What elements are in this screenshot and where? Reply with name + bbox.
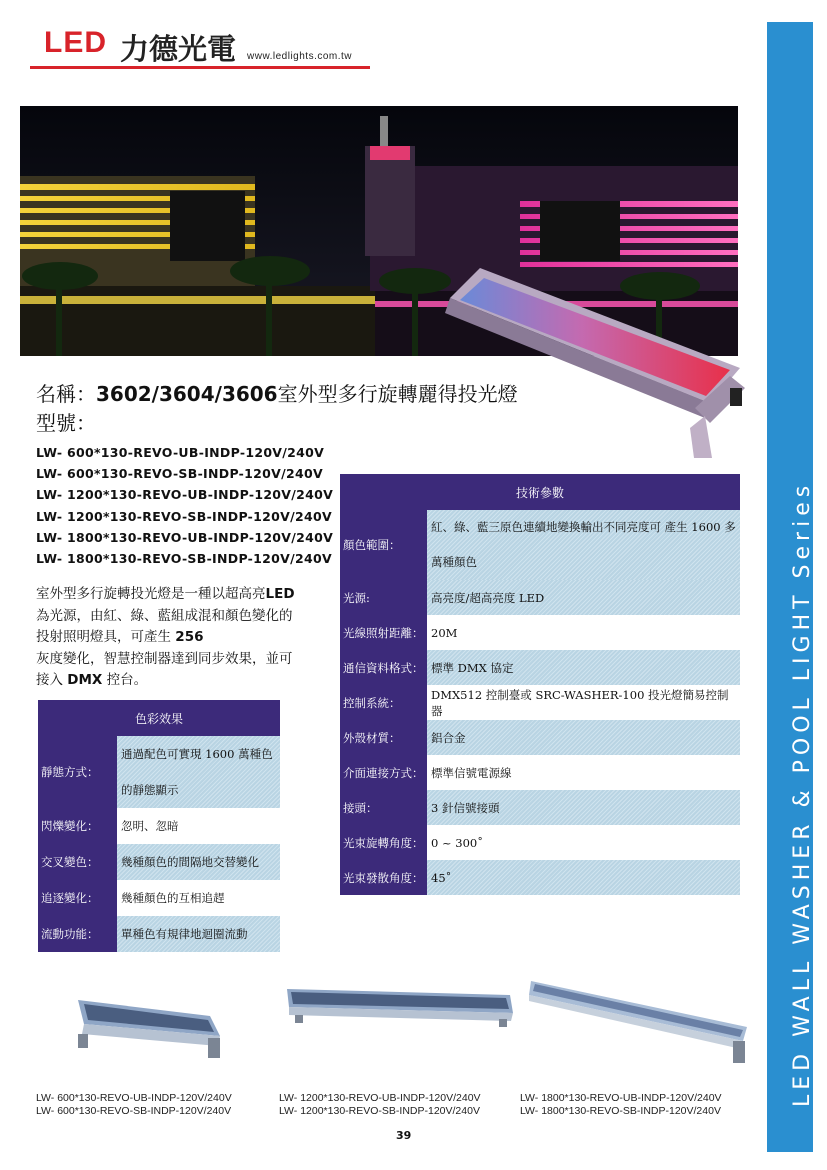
spec-value: 0 ~ 300˚ — [427, 825, 740, 860]
spec-value: 高亮度/超高亮度 LED — [427, 580, 740, 615]
caption-group-600 — [36, 1092, 232, 1118]
caption-line: LW- 600*130-REVO-UB-INDP-120V/240V — [36, 1092, 232, 1104]
desc-text: 為光源，由紅、綠、藍組成混和顏色變化的投射照明燈具，可產生 — [36, 607, 293, 645]
spec-label: 顏色範圍： — [340, 510, 427, 580]
product-title — [36, 378, 518, 407]
title-product-name: 室外型多行旋轉麗得投光燈 — [277, 382, 518, 406]
caption-line: LW- 1800*130-REVO-SB-INDP-120V/240V — [520, 1105, 721, 1117]
desc-led: LED — [265, 586, 295, 602]
spec-label: 光源: — [340, 580, 427, 615]
spec-label: 光線照射距離： — [340, 615, 427, 650]
effect-label: 閃爍變化： — [38, 808, 117, 844]
tech-table-header: 技術參數 — [340, 474, 740, 510]
spec-value: 3 針信號接頭 — [427, 790, 740, 825]
spec-label: 外殼材質： — [340, 720, 427, 755]
product-image-1200 — [285, 975, 520, 1049]
product-image-1800 — [527, 975, 752, 1074]
effect-value: 通過配色可實現 1600 萬種色的靜態顯示 — [117, 736, 280, 808]
caption-group-1200 — [279, 1092, 481, 1118]
title-model-numbers: 3602/3604/3606 — [96, 382, 278, 406]
caption-line: LW- 1200*130-REVO-SB-INDP-120V/240V — [279, 1105, 480, 1117]
spec-label: 接頭： — [340, 790, 427, 825]
desc-text: 灰度變化，智慧控制器達到同步效果，並可接入 — [36, 650, 293, 688]
spec-value: 20M — [427, 615, 740, 650]
caption-line: LW- 600*130-REVO-SB-INDP-120V/240V — [36, 1105, 232, 1117]
model-item: LW- 600*130-REVO-SB-INDP-120V/240V — [36, 466, 323, 482]
tech-spec-table — [340, 474, 740, 895]
model-item: LW- 1800*130-REVO-UB-INDP-120V/240V — [36, 529, 334, 545]
desc-256: 256 — [175, 629, 204, 645]
color-table-header: 色彩效果 — [38, 700, 280, 736]
spec-label: 光束發散角度： — [340, 860, 427, 895]
page-number: 39 — [396, 1129, 412, 1142]
title-prefix: 名稱： — [36, 382, 96, 406]
effect-value: 幾種顏色的互相追趕 — [117, 880, 280, 916]
effect-label: 靜態方式： — [38, 736, 117, 808]
effect-label: 交叉變色： — [38, 844, 117, 880]
spec-value: 標準信號電源線 — [427, 755, 740, 790]
effect-value: 忽明、忽暗 — [117, 808, 280, 844]
desc-dmx: DMX — [67, 672, 103, 688]
logo-company-name: 力德光電 — [120, 32, 237, 66]
series-title: LED WALL WASHER & POOL LIGHT Series — [790, 480, 815, 1107]
header-divider — [30, 66, 370, 69]
desc-text: 控台。 — [106, 672, 148, 688]
series-side-strip — [764, 22, 813, 1152]
caption-line: LW- 1800*130-REVO-UB-INDP-120V/240V — [520, 1092, 722, 1104]
spec-label: 控制系統： — [340, 685, 427, 720]
spec-value: 鋁合金 — [427, 720, 740, 755]
effect-value: 單種色有規律地迴圈流動 — [117, 916, 280, 952]
caption-line: LW- 1200*130-REVO-UB-INDP-120V/240V — [279, 1092, 481, 1104]
model-item: LW- 1200*130-REVO-UB-INDP-120V/240V — [36, 487, 334, 503]
spec-value: DMX512 控制臺或 SRC-WASHER-100 投光燈簡易控制器 — [427, 685, 740, 720]
spec-value: 45˚ — [427, 860, 740, 895]
spec-label: 光束旋轉角度： — [340, 825, 427, 860]
spec-value: 紅、綠、藍三原色連續地變換輸出不同亮度可 產生 1600 多萬種顏色 — [427, 510, 740, 580]
model-list — [36, 442, 333, 569]
spec-label: 通信資料格式： — [340, 650, 427, 685]
product-image-600 — [70, 990, 230, 1074]
effect-value: 幾種顏色的間隔地交替變化 — [117, 844, 280, 880]
desc-text: 室外型多行旋轉投光燈是一種以超高亮 — [36, 586, 266, 602]
model-item: LW- 1800*130-REVO-SB-INDP-120V/240V — [36, 551, 332, 567]
website-url: www.ledlights.com.tw — [247, 51, 353, 62]
color-effects-table — [38, 700, 280, 952]
effect-label: 流動功能： — [38, 916, 117, 952]
spec-value: 標準 DMX 協定 — [427, 650, 740, 685]
product-description — [36, 584, 298, 692]
model-heading: 型號： — [36, 411, 96, 435]
logo-led-text: LED — [44, 26, 107, 59]
caption-group-1800 — [520, 1092, 722, 1118]
fixture-product-image — [440, 258, 750, 458]
effect-label: 追逐變化： — [38, 880, 117, 916]
model-item: LW- 1200*130-REVO-SB-INDP-120V/240V — [36, 508, 332, 524]
model-item: LW- 600*130-REVO-UB-INDP-120V/240V — [36, 445, 325, 460]
spec-label: 介面連接方式： — [340, 755, 427, 790]
